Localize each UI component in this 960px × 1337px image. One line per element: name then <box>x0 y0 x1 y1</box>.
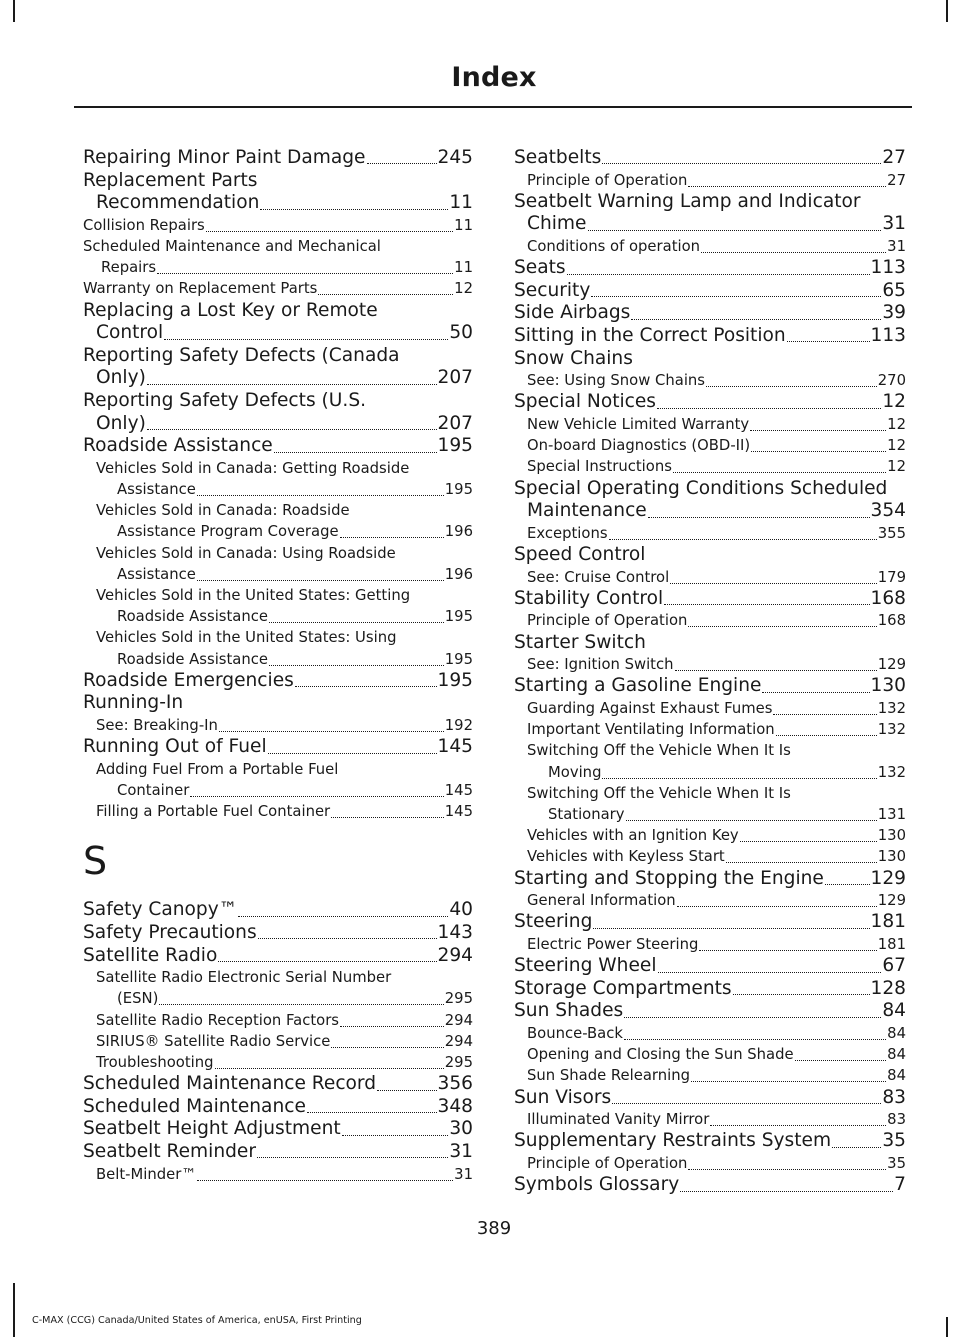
index-subentry: On-board Diagnostics (OBD-II) 12 <box>527 437 906 455</box>
index-subentry: Vehicles with Keyless Start 130 <box>527 848 906 866</box>
index-subentry: Assistance Program Coverage 196 <box>117 523 473 541</box>
index-entry: Storage Compartments 128 <box>514 977 906 999</box>
index-entry: Starting a Gasoline Engine 130 <box>514 675 906 697</box>
index-subentry: Switching Off the Vehicle When It Is <box>527 742 791 760</box>
index-subentry: Vehicles with an Ignition Key 130 <box>527 827 906 845</box>
index-subentry: Roadside Assistance 195 <box>117 650 473 668</box>
index-subentry: Important Ventilating Information 132 <box>527 721 906 739</box>
index-entry: Only) 207 <box>96 367 473 389</box>
index-subentry: Collision Repairs 11 <box>83 216 473 234</box>
index-subentry: New Vehicle Limited Warranty 12 <box>527 415 906 433</box>
index-subentry: Electric Power Steering 181 <box>527 935 906 953</box>
index-subentry: Special Instructions 12 <box>527 458 906 476</box>
index-subentry: Vehicles Sold in the United States: Using <box>96 629 397 647</box>
index-subentry: General Information 129 <box>527 892 906 910</box>
index-subentry: Principle of Operation 35 <box>527 1154 906 1172</box>
index-entry: Stability Control 168 <box>514 587 906 609</box>
index-subentry: Container 145 <box>117 781 473 799</box>
index-entry: Satellite Radio 294 <box>83 944 473 966</box>
index-subentry: Moving 132 <box>548 763 906 781</box>
index-subentry: Exceptions 355 <box>527 524 906 542</box>
index-subentry: Illuminated Vanity Mirror 83 <box>527 1111 906 1129</box>
index-entry: Control 50 <box>96 322 473 344</box>
index-entry: Maintenance 354 <box>527 500 906 522</box>
index-subentry: Principle of Operation 27 <box>527 171 906 189</box>
index-entry: Side Airbags 39 <box>514 302 906 324</box>
crop-mark-bottom-right <box>946 1317 948 1337</box>
index-entry: Sun Shades 84 <box>514 1000 906 1022</box>
index-entry: Starting and Stopping the Engine 129 <box>514 867 906 889</box>
index-entry: Steering 181 <box>514 911 906 933</box>
header-rule <box>74 106 912 108</box>
index-subentry: Conditions of operation 31 <box>527 237 906 255</box>
index-heading: Replacement Parts <box>83 169 258 191</box>
index-subentry: Switching Off the Vehicle When It Is <box>527 784 791 802</box>
index-entry: Seatbelts 27 <box>514 147 906 168</box>
index-heading: Starter Switch <box>514 631 646 653</box>
index-heading: Seatbelt Warning Lamp and Indicator <box>514 190 861 212</box>
crop-mark-top-right <box>946 0 948 22</box>
index-subentry: Scheduled Maintenance and Mechanical <box>83 237 381 255</box>
index-subentry: Stationary 131 <box>548 805 906 823</box>
index-subentry: Repairs 11 <box>101 259 473 277</box>
index-subentry: Vehicles Sold in the United States: Getting <box>96 586 411 604</box>
index-subentry: Principle of Operation 168 <box>527 612 906 630</box>
index-subentry: Warranty on Replacement Parts 12 <box>83 280 473 298</box>
index-subentry: SIRIUS® Satellite Radio Service 294 <box>96 1032 473 1050</box>
index-subentry: Satellite Radio Reception Factors 294 <box>96 1011 473 1029</box>
index-subentry: Opening and Closing the Sun Shade 84 <box>527 1046 906 1064</box>
index-entry: Safety Precautions 143 <box>83 921 473 943</box>
footer-text: C-MAX (CCG) Canada/United States of America, enUSA, First Printing <box>32 1315 362 1326</box>
page-number: 389 <box>476 1218 512 1239</box>
section-letter: S <box>83 839 108 884</box>
index-entry: Special Notices 12 <box>514 391 906 413</box>
index-subentry: See: Cruise Control 179 <box>527 568 906 586</box>
index-entry: Recommendation 11 <box>96 192 473 214</box>
crop-mark-bottom-left <box>13 1283 15 1337</box>
index-subentry: See: Breaking-In 192 <box>96 716 473 734</box>
index-heading: Special Operating Conditions Scheduled <box>514 477 888 499</box>
index-subentry: Guarding Against Exhaust Fumes 132 <box>527 699 906 717</box>
index-entry: Sitting in the Correct Position 113 <box>514 324 906 346</box>
index-entry: Scheduled Maintenance 348 <box>83 1095 473 1117</box>
index-entry: Repairing Minor Paint Damage 245 <box>83 147 473 168</box>
index-column-right <box>514 147 906 1197</box>
index-entry: Security 65 <box>514 279 906 301</box>
index-subentry: See: Ignition Switch 129 <box>527 656 906 674</box>
index-heading: Snow Chains <box>514 347 633 369</box>
index-subentry: Troubleshooting 295 <box>96 1053 473 1071</box>
index-entry: Roadside Emergencies 195 <box>83 669 473 691</box>
index-heading: Running-In <box>83 692 184 714</box>
index-entry: Roadside Assistance 195 <box>83 435 473 457</box>
index-subentry: Vehicles Sold in Canada: Getting Roadside <box>96 459 410 477</box>
index-entry: Chime 31 <box>527 213 906 235</box>
index-entry: Seatbelt Reminder 31 <box>83 1140 473 1162</box>
page-title: Index <box>451 62 537 93</box>
index-subentry: Filling a Portable Fuel Container 145 <box>96 803 473 821</box>
index-subentry: Bounce-Back 84 <box>527 1024 906 1042</box>
index-entry: Symbols Glossary 7 <box>514 1174 906 1196</box>
index-subentry: Roadside Assistance 195 <box>117 608 473 626</box>
index-entry: Only) 207 <box>96 412 473 434</box>
index-heading: Speed Control <box>514 543 646 565</box>
index-entry: Steering Wheel 67 <box>514 955 906 977</box>
index-subentry: Assistance 195 <box>117 480 473 498</box>
index-entry: Supplementary Restraints System 35 <box>514 1130 906 1152</box>
index-heading: Reporting Safety Defects (Canada <box>83 344 400 366</box>
index-subentry: Assistance 196 <box>117 565 473 583</box>
index-entry: Running Out of Fuel 145 <box>83 736 473 758</box>
index-entry: Seats 113 <box>514 257 906 279</box>
index-subentry: Satellite Radio Electronic Serial Number <box>96 969 392 987</box>
index-entry: Scheduled Maintenance Record 356 <box>83 1073 473 1095</box>
index-subentry: (ESN) 295 <box>117 990 473 1008</box>
index-subentry: Sun Shade Relearning 84 <box>527 1067 906 1085</box>
crop-mark-top-left <box>13 0 15 22</box>
index-heading: Reporting Safety Defects (U.S. <box>83 389 367 411</box>
index-column-left <box>83 147 473 1185</box>
index-subentry: Vehicles Sold in Canada: Roadside <box>96 502 350 520</box>
index-subentry: See: Using Snow Chains 270 <box>527 372 906 390</box>
index-entry: Seatbelt Height Adjustment 30 <box>83 1118 473 1140</box>
index-entry: Safety Canopy™ 40 <box>83 899 473 921</box>
index-entry: Sun Visors 83 <box>514 1086 906 1108</box>
index-subentry: Vehicles Sold in Canada: Using Roadside <box>96 544 396 562</box>
index-subentry: Belt-Minder™ 31 <box>96 1165 473 1183</box>
index-subentry: Adding Fuel From a Portable Fuel <box>96 760 339 778</box>
index-heading: Replacing a Lost Key or Remote <box>83 299 378 321</box>
